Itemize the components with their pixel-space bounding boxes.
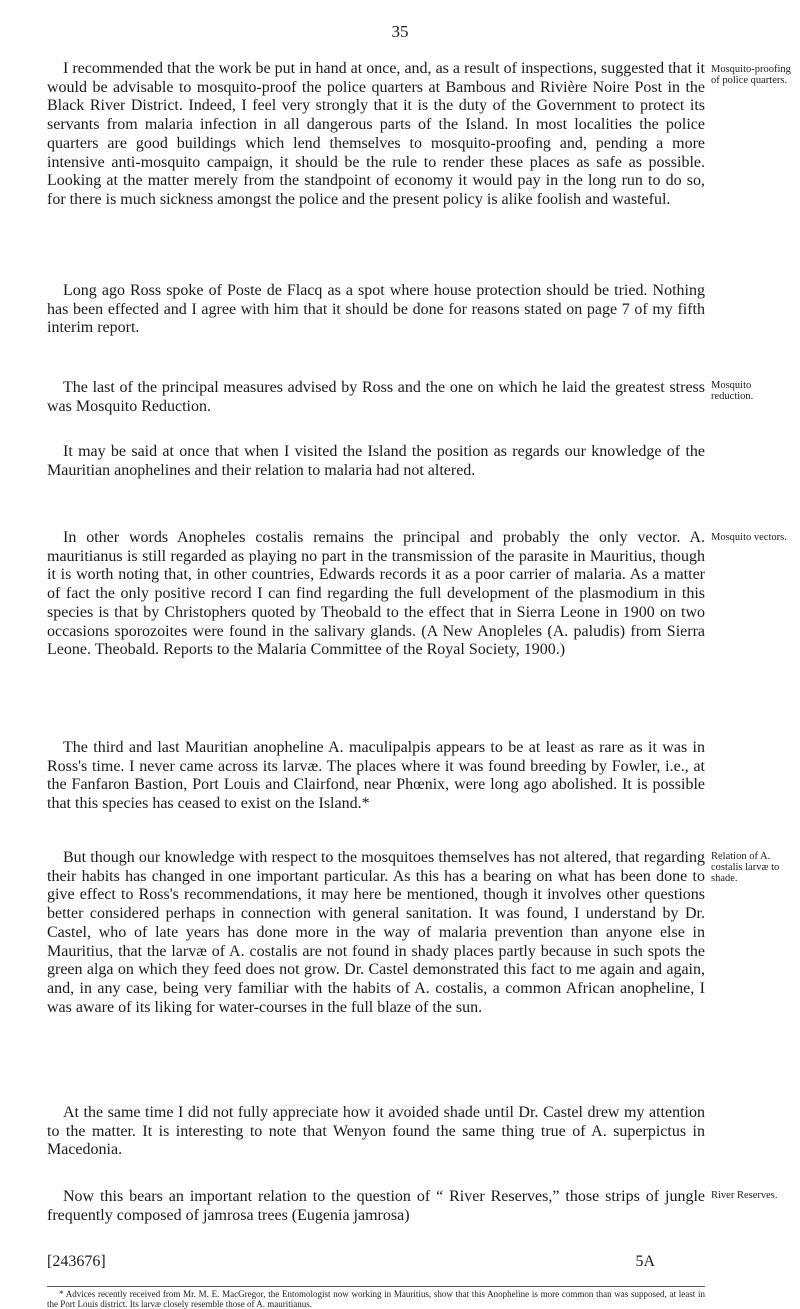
footnote-divider — [47, 1286, 705, 1287]
margin-note-reduction: Mosquito reduction. — [711, 380, 754, 402]
paragraph-maculipalpis: The third and last Mauritian anopheline A. maculipalpis appears to be at least as rare as it was in Ross's time. I never came across its larvæ. The places where it was found breeding by Fowler, i.e., at the Fanfaron Bastion, Port Louis and Clairfond, near Phœnix, were long ago abolished. It is possible that this species has ceased to exist on the Island.* — [47, 739, 705, 813]
paragraph-shade-habits: But though our knowledge with respect to the mosquitoes themselves has not altered, that regarding their habits has changed in one important particular. As this has a bearing on what has been done to give effect to Ross's recommendations, it may here be mentioned, though it involves other questions better considered perhaps in connection with general sanitation. It was found, I understand by Dr. Castel, who of late years has done more in the way of malaria prevention than anyone else in Mauritius, that the larvæ of A. costalis are not found in shady places partly because in such spots the green alga on which they feed does not grow. Dr. Castel demonstrated this fact to me again and again, and, in any case, being very familiar with the habits of A. costalis, a common African anopheline, I was aware of its liking for water-courses in the full blaze of the sun. — [47, 849, 705, 1016]
paragraph-superpictus: At the same time I did not fully appreciate how it avoided shade until Dr. Castel drew my attention to the matter. It is interesting to note that Wenyon found the same thing true of A. superpictus in Macedonia. — [47, 1104, 705, 1159]
paragraph-mosquito-reduction: The last of the principal measures advised by Ross and the one on which he laid the greatest stress was Mosquito Reduction. — [47, 379, 705, 415]
margin-note-shade: Relation of A. costalis larvæ to shade. — [711, 851, 780, 884]
paragraph-river-reserves: Now this bears an important relation to the question of “ River Reserves,” those strips of jungle frequently composed of jamrosa trees (Eugenia jamrosa) — [47, 1188, 705, 1224]
signature-mark: 5A — [635, 1253, 655, 1270]
paragraph-anopheline-knowledge: It may be said at once that when I visited the Island the position as regards our knowledge of the Mauritian anophelines and their relation to malaria had not altered. — [47, 443, 705, 479]
margin-note-police: Mosquito-proofing of police quarters. — [711, 64, 791, 86]
print-code: [243676] — [47, 1253, 106, 1270]
footnote: * Advices recently received from Mr. M. E. MacGregor, the Entomologist now working in Mauritius, show that this Anopheline is more common than was supposed, at least in the Port Louis district. Its larvæ closely resemble those of A. mauritianus. — [47, 1289, 705, 1309]
page-number: 35 — [391, 22, 409, 41]
margin-note-river-reserves: River Reserves. — [711, 1190, 778, 1201]
paragraph-poste-de-flacq: Long ago Ross spoke of Poste de Flacq as a spot where house protection should be tried. Nothing has been effected and I agree with him that it should be done for reasons stated on page 7 of my fifth interim report. — [47, 282, 705, 337]
margin-note-vectors: Mosquito vectors. — [711, 532, 787, 543]
paragraph-vectors: In other words Anopheles costalis remains the principal and probably the only vector. A. mauritianus is still regarded as playing no part in the transmission of the parasite in Mauritius, though it is worth noting that, in other countries, Edwards records it as a poor carrier of malaria. As a matter of fact the only positive record I can find regarding the full development of the plasmodium in this species is that by Christophers quoted by Theobald to the effect that in Sierra Leone in 1900 on two occasions sporozoites were found in the salivary glands. (A New Anopleles (A. paludis) from Sierra Leone. Theobald. Reports to the Malaria Committee of the Royal Society, 1900.) — [47, 529, 705, 659]
paragraph-police-quarters: I recommended that the work be put in hand at once, and, as a result of inspections, suggested that it would be advisable to mosquito-proof the police quarters at Bambous and Rivière Noire Post in the Black River District. Indeed, I feel very strongly that it is the duty of the Government to protect its servants from malaria infection in all dangerous parts of the Island. In most localities the police quarters are good buildings which lend themselves to mosquito-proofing and, pending a more intensive anti-mosquito campaign, it should be the rule to render these places as safe as possible. Looking at the matter merely from the standpoint of economy it would pay in the long run to do so, for there is much sickness amongst the police and the present policy is alike foolish and wasteful. — [47, 60, 705, 208]
